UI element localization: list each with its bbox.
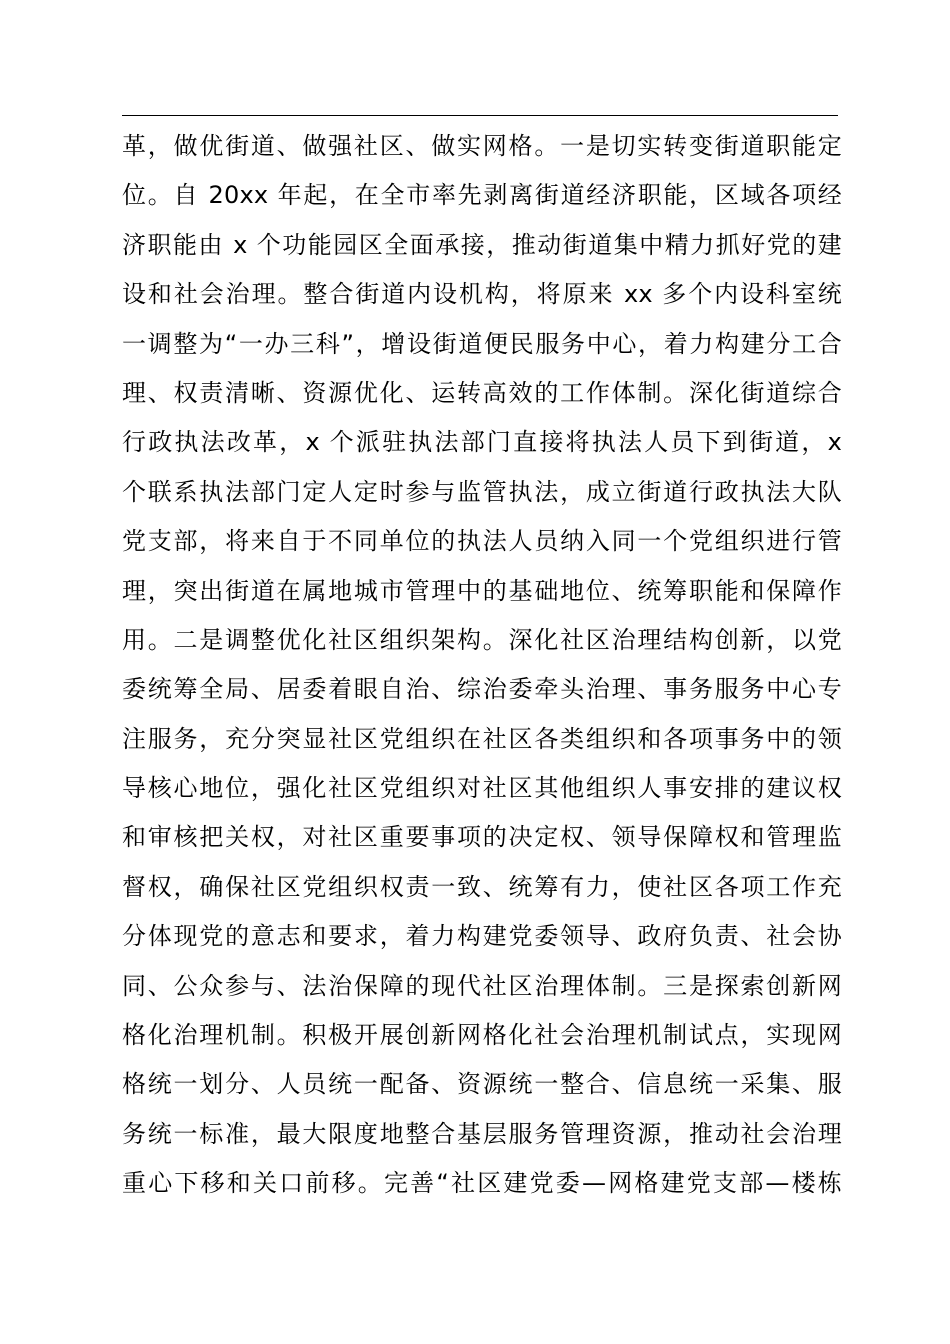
header-rule [122,115,838,116]
text-line: 格化治理机制。积极开展创新网格化社会治理机制试点，实现网 [122,1021,842,1050]
text-line: 革，做优街道、做强社区、做实网格。一是切实转变街道职能定 [122,132,842,160]
text-line: 同、公众参与、法治保障的现代社区治理体制。三是探索创新网 [122,971,842,1000]
text-line: 党支部，将来自于不同单位的执法人员纳入同一个党组织进行管 [122,527,842,556]
text-line: 督权，确保社区党组织权责一致、统筹有力，使社区各项工作充 [122,872,842,901]
text-line: 行政执法改革，x 个派驻执法部门直接将执法人员下到街道，x [122,428,842,457]
text-line: 导核心地位，强化社区党组织对社区其他组织人事安排的建议权 [122,774,842,803]
text-line: 一调整为“一办三科”，增设街道便民服务中心，着力构建分工合 [122,329,842,358]
text-line: 理、权责清晰、资源优化、运转高效的工作体制。深化街道综合 [122,378,842,407]
text-line: 注服务，充分突显社区党组织在社区各类组织和各项事务中的领 [122,724,842,753]
text-line: 重心下移和关口前移。完善“社区建党委—网格建党支部—楼栋 [122,1169,842,1198]
text-line: 和审核把关权，对社区重要事项的决定权、领导保障权和管理监 [122,823,842,852]
text-line: 理，突出街道在属地城市管理中的基础地位、统筹职能和保障作 [122,576,842,605]
body-text [122,122,842,1209]
text-line: 位。自 20xx 年起，在全市率先剥离街道经济职能，区域各项经 [122,181,842,210]
text-line: 务统一标准，最大限度地整合基层服务管理资源，推动社会治理 [122,1119,842,1148]
text-line: 个联系执法部门定人定时参与监管执法，成立街道行政执法大队 [122,477,842,506]
text-line: 用。二是调整优化社区组织架构。深化社区治理结构创新，以党 [122,625,842,654]
text-line: 设和社会治理。整合街道内设机构，将原来 xx 多个内设科室统 [122,280,842,309]
text-line: 分体现党的意志和要求，着力构建党委领导、政府负责、社会协 [122,922,842,951]
text-line: 格统一划分、人员统一配备、资源统一整合、信息统一采集、服 [122,1070,842,1099]
text-line: 委统筹全局、居委着眼自治、综治委牵头治理、事务服务中心专 [122,675,842,704]
text-line: 济职能由 x 个功能园区全面承接，推动街道集中精力抓好党的建 [122,230,842,259]
